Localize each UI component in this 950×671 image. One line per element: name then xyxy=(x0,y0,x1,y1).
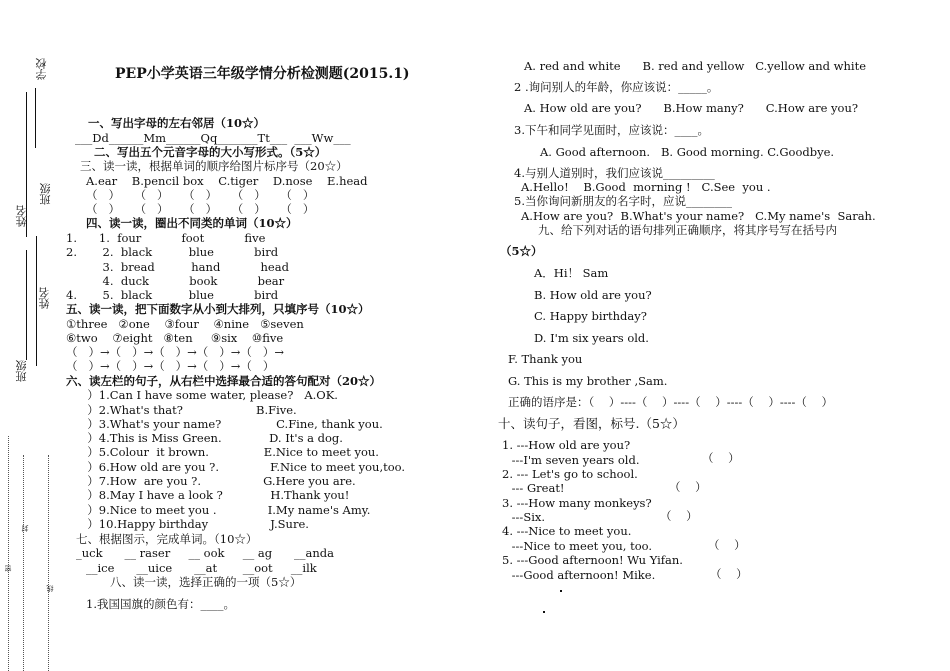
section-3-answers: （ ） （ ） （ ） （ ） （ ） xyxy=(86,202,315,216)
seal-line-dotted xyxy=(23,455,24,671)
section-5-chain: （ ）→（ ）→（ ）→（ ）→（ ） xyxy=(66,359,275,373)
binding-school-label: 学校 xyxy=(35,58,48,80)
section-8-heading: 八、读一读，选择正确的一项（5☆） xyxy=(110,575,302,589)
section-9-item: F. Thank you xyxy=(508,352,583,366)
section-8-q3-options: A. Good afternoon. B. Good morning. C.Goodbye. xyxy=(540,145,835,159)
section-10-q1b: ---I'm seven years old. xyxy=(508,453,640,467)
seal-mark: 线 xyxy=(46,585,54,592)
section-9-item: C. Happy birthday? xyxy=(534,309,647,323)
section-6-row: ）9.Nice to meet you . I.My name's Amy. xyxy=(80,503,371,517)
section-8-q1: 1.我国国旗的颜色有：____。 xyxy=(86,597,235,611)
section-4-row: 2. 2. black blue bird xyxy=(66,245,279,259)
section-8-q1-options: A. red and white B. red and yellow C.yellow and white xyxy=(524,59,867,73)
section-2-heading: 二、写出五个元音字母的大小写形式。（5☆） xyxy=(94,145,327,159)
section-6-row: ）1.Can I have some water, please? A.OK. xyxy=(80,388,338,402)
section-10-q5a: 5. ---Good afternoon! Wu Yifan. xyxy=(502,553,683,567)
section-8-q3: 3.下午和同学见面时，应该说：____。 xyxy=(514,123,709,137)
section-10-heading: 十、读句子，看图，标号.（5☆） xyxy=(498,416,685,431)
seal-line-dotted xyxy=(48,455,49,671)
section-10-q4b: ---Nice to meet you, too. xyxy=(508,539,653,553)
binding-line xyxy=(26,250,27,360)
section-4-row: 1. 1. four foot five xyxy=(66,231,266,245)
answer-paren: （ ） xyxy=(660,509,698,523)
binding-line xyxy=(35,88,36,148)
binding-name-label: 姓名 xyxy=(15,205,28,227)
section-6-row: ）4.This is Miss Green. D. It's a dog. xyxy=(80,431,343,445)
section-4-row: 4. duck book bear xyxy=(66,274,285,288)
answer-paren: （ ） xyxy=(710,567,748,581)
section-9-item: B. How old are you? xyxy=(534,288,652,302)
section-6-row: ）7.How are you ?. G.Here you are. xyxy=(80,474,356,488)
section-8-q4-options: A.Hello! B.Good morning ! C.See you . xyxy=(521,180,771,194)
section-9-item: D. I'm six years old. xyxy=(534,331,649,345)
answer-paren: （ ） xyxy=(669,480,707,494)
section-9-heading: 九、给下列对话的语句排列正确顺序，将其序号写在括号内 xyxy=(538,223,837,237)
section-9-item: A．Hi！ Sam xyxy=(534,266,609,280)
binding-line xyxy=(26,92,27,237)
section-5-heading: 五、读一读，把下面数字从小到大排列，只填序号（10☆） xyxy=(66,302,370,316)
section-8-q4: 4.与别人道别时，我们应该说_________ xyxy=(514,166,715,180)
section-3-heading: 三、读一读，根据单词的顺序给图片标序号（20☆） xyxy=(80,159,348,173)
stray-dot xyxy=(560,590,562,592)
page-title: PEP小学英语三年级学情分析检测题(2015.1) xyxy=(115,66,410,82)
section-10-q5b: ---Good afternoon! Mike. xyxy=(508,568,656,582)
seal-mark: 密 xyxy=(4,565,12,572)
section-8-q5-options: A.How are you? B.What's your name? C.My name's Sarah. xyxy=(521,209,876,223)
section-9-heading-score: （5☆） xyxy=(500,244,543,258)
section-6-row: ）6.How old are you ?. F.Nice to meet you,too. xyxy=(80,460,406,474)
section-7-words: __ice __uice __at __oot __ilk xyxy=(86,561,317,575)
section-6-row: ）8.May I have a look ? H.Thank you! xyxy=(80,488,350,502)
binding-class-label: 班级 xyxy=(15,360,28,382)
section-4-heading: 四、读一读，圈出不同类的单词（10☆） xyxy=(86,216,298,230)
section-6-row: ）5.Colour it brown. E.Nice to meet you. xyxy=(80,445,379,459)
binding-line xyxy=(36,236,37,366)
section-10-q4a: 4. ---Nice to meet you. xyxy=(502,524,632,538)
section-10-q3b: ---Six. xyxy=(508,510,546,524)
section-7-heading: 七、根据图示，完成单词。（10☆） xyxy=(76,532,258,546)
seal-mark: 封 xyxy=(21,525,29,532)
section-8-q2: 2 .询问别人的年龄，你应该说：_____。 xyxy=(514,80,719,94)
section-10-q2a: 2. --- Let's go to school. xyxy=(502,467,638,481)
answer-paren: （ ） xyxy=(702,451,740,465)
section-1-heading: 一、写出字母的左右邻居（10☆） xyxy=(88,116,266,130)
binding-grade-label: 班级 xyxy=(39,183,52,205)
answer-paren: （ ） xyxy=(708,538,746,552)
section-6-row: ）2.What's that? B.Five. xyxy=(80,403,297,417)
section-3-words: A.ear B.pencil box C.tiger D.nose E.head xyxy=(86,174,368,188)
section-3-answers: （ ） （ ） （ ） （ ） （ ） xyxy=(86,188,315,202)
section-5-chain: （ ）→（ ）→（ ）→（ ）→（ ）→ xyxy=(66,345,285,359)
section-5-numbers: ⑥two ⑦eight ⑧ten ⑨six ⑩five xyxy=(66,331,284,345)
section-10-q3a: 3. ---How many monkeys? xyxy=(502,496,652,510)
binding-number-label: 姓名 xyxy=(38,287,51,309)
stray-dot xyxy=(543,611,545,613)
section-6-row: ）10.Happy birthday J.Sure. xyxy=(80,517,309,531)
section-10-q1a: 1. ---How old are you? xyxy=(502,438,631,452)
section-6-row: ）3.What's your name? C.Fine, thank you. xyxy=(80,417,383,431)
section-9-order: 正确的语序是：（ ）----（ ）----（ ）----（ ）----（ ） xyxy=(508,395,834,409)
section-9-item: G. This is my brother ,Sam. xyxy=(508,374,668,388)
section-10-q2b: --- Great! xyxy=(508,481,565,495)
seal-line-dotted xyxy=(8,436,9,671)
section-4-row: 4. 5. black blue bird xyxy=(66,288,279,302)
section-1-line: ___Dd______Mm______Qq_______Tt___ ___Ww___ xyxy=(75,131,351,145)
section-7-words: _uck __ raser __ ook __ ag __anda xyxy=(76,546,335,560)
section-5-numbers: ①three ②one ③four ④nine ⑤seven xyxy=(66,317,304,331)
section-8-q5: 5.当你询问新朋友的名字时，应说________ xyxy=(514,194,732,208)
section-6-heading: 六、读左栏的句子，从右栏中选择最合适的答句配对（20☆） xyxy=(66,374,382,388)
section-8-q2-options: A. How old are you? B.How many? C.How are you? xyxy=(524,101,859,115)
section-4-row: 3. bread hand head xyxy=(66,260,289,274)
